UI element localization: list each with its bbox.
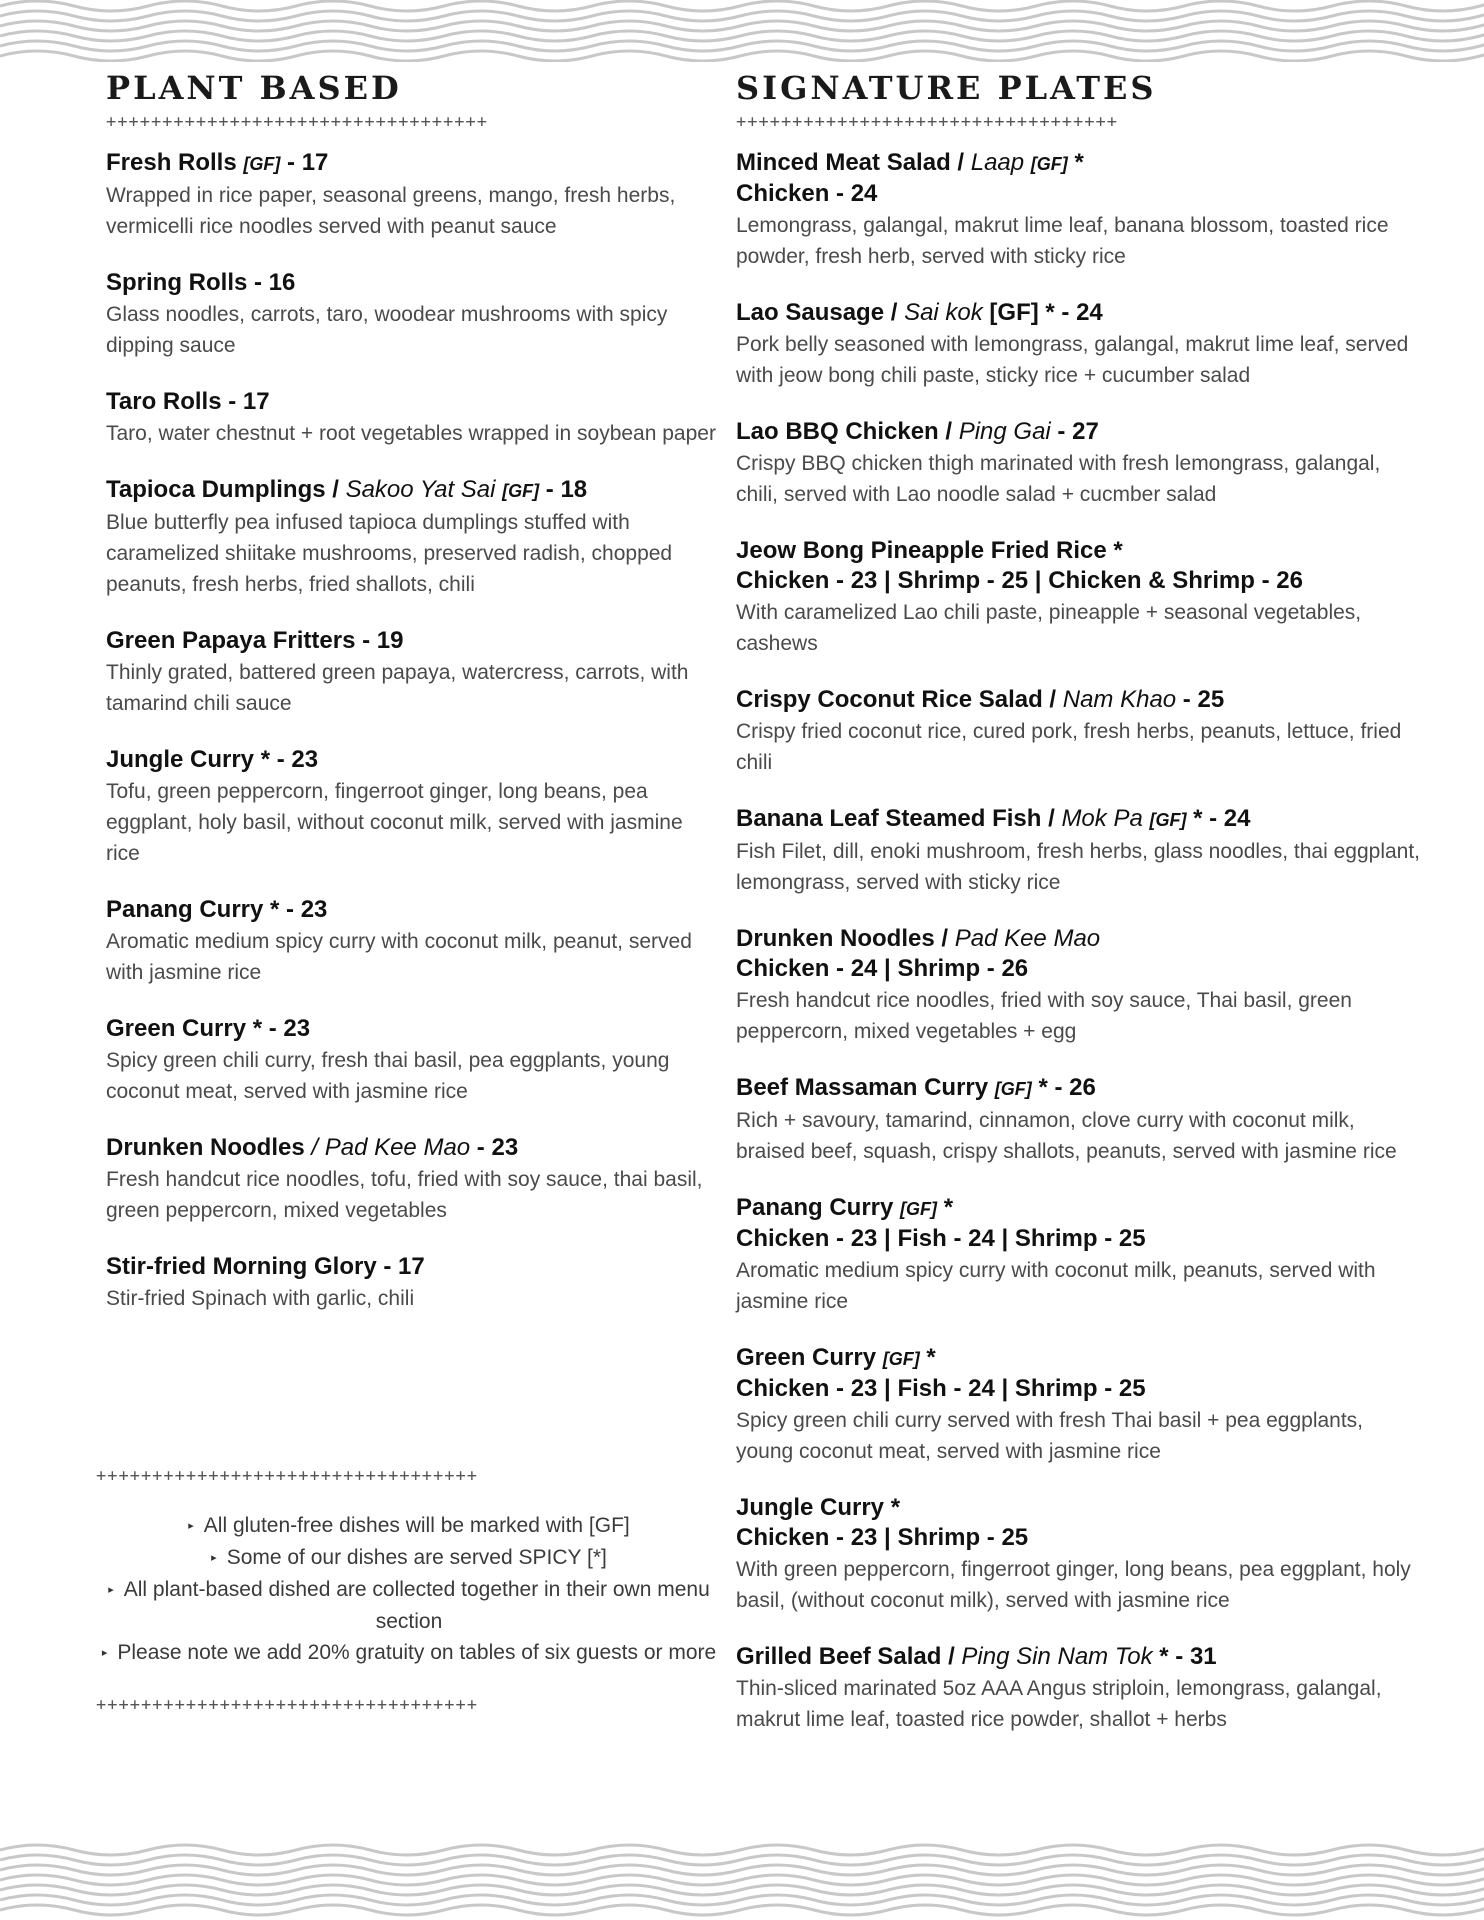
menu-item-price: * [1074, 149, 1084, 176]
menu-item-description: Tofu, green peppercorn, fingerroot ginger, long beans, pea eggplant, holy basil, without coconut milk, served with jasmine rice [106, 780, 683, 865]
menu-item-title [106, 475, 722, 506]
menu-item-price: * - 24 [1038, 299, 1103, 326]
menu-item-title [736, 417, 1426, 447]
menu-item-title [736, 298, 1426, 328]
menu-item [106, 268, 722, 361]
notes-list [96, 1510, 722, 1669]
menu-item-price: - 18 [545, 476, 588, 503]
menu-item-price: - 27 [1050, 418, 1099, 445]
menu-item [106, 148, 722, 242]
menu-item-name: Drunken Noodles [106, 1134, 305, 1161]
note-item: ▸ Please note we add 20% gratuity on tables of six guests or more [101, 1640, 717, 1664]
menu-item-name: Green Papaya Fritters - 19 [106, 627, 404, 654]
menu-item-price: - 25 [1176, 686, 1225, 713]
menu-item-name: Crispy Coconut Rice Salad / [736, 686, 1063, 713]
menu-item [106, 475, 722, 600]
menu-item-title [736, 148, 1426, 179]
menu-item-native-name: Laap [970, 149, 1025, 176]
menu-item-name: Tapioca Dumplings / [106, 476, 346, 503]
menu-item-name: Beef Massaman Curry [736, 1074, 989, 1101]
menu-item-description: Spicy green chili curry, fresh thai basil, pea eggplants, young coconut meat, served with jasmine rice [106, 1049, 670, 1103]
menu-item-native-name: Nam Khao [1062, 686, 1177, 713]
triangle-bullet-icon: ▸ [188, 1519, 194, 1532]
menu-item [106, 1133, 722, 1226]
menu-item-name: Green Curry * - 23 [106, 1015, 311, 1042]
divider-plus-line: ++++++++++++++++++++++++++++++++++ [736, 112, 1118, 132]
menu-item-name: Jungle Curry * - 23 [106, 746, 319, 773]
menu-item-name: Panang Curry * - 23 [106, 896, 328, 923]
divider-plus-line: ++++++++++++++++++++++++++++++++++ [96, 1466, 478, 1486]
menu-item-name: Banana Leaf Steamed Fish / [736, 805, 1062, 832]
menu-item-title [736, 1193, 1426, 1224]
menu-item-name: Lao Sausage / [736, 299, 905, 326]
menu-item-description: Pork belly seasoned with lemongrass, galangal, makrut lime leaf, served with jeow bong chili paste, sticky rice + cucumber salad [736, 333, 1409, 387]
menu-item-description: Rich + savoury, tamarind, cinnamon, clove curry with coconut milk, braised beef, squash, crispy shallots, peanuts, served with jasmine rice [736, 1109, 1397, 1163]
menu-item-name: Taro Rolls - 17 [106, 388, 270, 415]
menu-item-description: With green peppercorn, fingerroot ginger, long beans, pea eggplant, holy basil, (without coconut milk), served with jasmine rice [736, 1558, 1411, 1612]
notes-section [96, 1464, 722, 1717]
menu-item [736, 148, 1426, 272]
menu-item-title [106, 1252, 722, 1282]
menu-item-description: Spicy green chili curry served with fresh Thai basil + pea eggplants, young coconut meat, served with jasmine rice [736, 1409, 1364, 1463]
note-item: ▸ Some of our dishes are served SPICY [*] [211, 1545, 607, 1569]
menu-item-price: - 23 [470, 1134, 519, 1161]
menu-item-description: Stir-fried Spinach with garlic, chili [106, 1287, 415, 1310]
menu-item [106, 1014, 722, 1107]
menu-item-title [736, 804, 1426, 835]
menu-item [736, 536, 1426, 659]
gluten-free-tag: [GF] [502, 481, 540, 501]
menu-item-title [736, 685, 1426, 715]
menu-item [106, 745, 722, 869]
menu-item-description: Crispy fried coconut rice, cured pork, fresh herbs, peanuts, lettuce, fried chili [736, 720, 1402, 774]
menu-item [736, 685, 1426, 778]
menu-item-price: * - 31 [1152, 1643, 1217, 1670]
menu-item-native-name: Ping Gai [958, 418, 1051, 445]
menu-item-native-name: Pad Kee Mao [954, 925, 1101, 952]
plant-based-section [106, 66, 722, 1340]
menu-item [736, 417, 1426, 510]
menu-item [736, 804, 1426, 898]
menu-item-price: * - 24 [1193, 805, 1251, 832]
menu-item-description: Thinly grated, battered green papaya, watercress, carrots, with tamarind chili sauce [106, 661, 689, 715]
menu-item-description: Aromatic medium spicy curry with coconut milk, peanuts, served with jasmine rice [736, 1259, 1376, 1313]
menu-item-description: Fresh handcut rice noodles, tofu, fried with soy sauce, thai basil, green peppercorn, mixed vegetables [106, 1168, 703, 1222]
menu-item [736, 298, 1426, 391]
menu-item-price: - 17 [287, 149, 329, 176]
menu-item-title [106, 148, 722, 179]
menu-item-options: Chicken - 23 | Shrimp - 25 | Chicken & Shrimp - 26 [736, 567, 1303, 594]
menu-item-price: * [926, 1344, 936, 1371]
menu-item-description: Blue butterfly pea infused tapioca dumplings stuffed with caramelized shiitake mushrooms, preserved radish, chopped peanuts, fresh herbs, fried shallots, chili [106, 511, 673, 596]
menu-item-title [106, 387, 722, 417]
menu-item-description: Fresh handcut rice noodles, fried with soy sauce, Thai basil, green peppercorn, mixed vegetables + egg [736, 989, 1352, 1043]
gluten-free-tag: [GF] [1149, 810, 1187, 830]
menu-item-name: Lao BBQ Chicken / [736, 418, 959, 445]
menu-item-description: Lemongrass, galangal, makrut lime leaf, banana blossom, toasted rice powder, fresh herb, served with sticky rice [736, 214, 1389, 268]
menu-item-native-name: Ping Sin Nam Tok [961, 1643, 1153, 1670]
menu-item-description: Glass noodles, carrots, taro, woodear mushrooms with spicy dipping sauce [106, 303, 668, 357]
menu-item-name: Green Curry [736, 1344, 877, 1371]
menu-item-options: Chicken - 24 [736, 180, 878, 207]
menu-item-native-name: / Pad Kee Mao [304, 1134, 471, 1161]
menu-item-title [106, 1014, 722, 1044]
menu-item [736, 924, 1426, 1047]
menu-item-description: With caramelized Lao chili paste, pineapple + seasonal vegetables, cashews [736, 601, 1362, 655]
menu-item-title [736, 924, 1426, 954]
menu-item-name: Jeow Bong Pineapple Fried Rice * [736, 537, 1123, 564]
menu-item [736, 1073, 1426, 1167]
note-item: ▸ All plant-based dished are collected together in their own menu section [108, 1577, 710, 1633]
menu-item-name: Stir-fried Morning Glory - 17 [106, 1253, 425, 1280]
menu-item-options: Chicken - 24 | Shrimp - 26 [736, 955, 1029, 982]
plant-based-item-list [106, 148, 722, 1314]
menu-item-price: * [943, 1194, 954, 1221]
menu-item-title [736, 1642, 1426, 1672]
menu-item [106, 895, 722, 988]
wave-pattern-bottom [0, 1842, 1484, 1920]
menu-item-description: Aromatic medium spicy curry with coconut milk, peanut, served with jasmine rice [106, 930, 692, 984]
gluten-free-tag: [GF] [982, 299, 1039, 326]
menu-item-title [736, 536, 1426, 566]
menu-item-title [106, 626, 722, 656]
plant-based-heading: PLANT BASED [106, 69, 402, 107]
menu-item-options: Chicken - 23 | Fish - 24 | Shrimp - 25 [736, 1375, 1146, 1402]
menu-item [736, 1193, 1426, 1317]
menu-item-title [106, 268, 722, 298]
menu-item-title [736, 1343, 1426, 1374]
menu-item-native-name: Sakoo Yat Sai [345, 476, 496, 503]
menu-item [106, 1252, 722, 1314]
triangle-bullet-icon: ▸ [108, 1583, 114, 1596]
menu-item-title [736, 1493, 1426, 1523]
menu-item [106, 387, 722, 449]
menu-item-title [736, 1073, 1426, 1104]
divider-plus-line: ++++++++++++++++++++++++++++++++++ [96, 1694, 478, 1715]
gluten-free-tag: [GF] [243, 154, 281, 174]
menu-item-description: Crispy BBQ chicken thigh marinated with fresh lemongrass, galangal, chili, served with Lao noodle salad + cucmber salad [736, 452, 1381, 506]
gluten-free-tag: [GF] [994, 1079, 1032, 1099]
menu-item [736, 1493, 1426, 1616]
signature-plates-item-list [736, 148, 1426, 1735]
divider-plus-line: ++++++++++++++++++++++++++++++++++ [106, 112, 488, 132]
menu-item-title [106, 1133, 722, 1163]
triangle-bullet-icon: ▸ [211, 1551, 217, 1564]
menu-item-description: Thin-sliced marinated 5oz AAA Angus striploin, lemongrass, galangal, makrut lime leaf, toasted rice powder, shallot + herbs [736, 1677, 1382, 1731]
menu-item-name: Spring Rolls - 16 [106, 269, 296, 296]
menu-item-options: Chicken - 23 | Fish - 24 | Shrimp - 25 [736, 1225, 1146, 1252]
menu-item-name: Fresh Rolls [106, 149, 237, 176]
menu-item [736, 1642, 1426, 1735]
menu-item-title [106, 745, 722, 775]
menu-item [106, 626, 722, 719]
menu-item [736, 1343, 1426, 1467]
gluten-free-tag: [GF] [900, 1199, 938, 1219]
menu-item-title [106, 895, 722, 925]
menu-item-name: Minced Meat Salad / [736, 149, 971, 176]
note-item: ▸ All gluten-free dishes will be marked with [GF] [188, 1514, 630, 1537]
menu-item-name: Grilled Beef Salad / [736, 1643, 962, 1670]
menu-item-native-name: Mok Pa [1061, 805, 1143, 832]
wave-pattern-top [0, 0, 1484, 62]
menu-item-description: Fish Filet, dill, enoki mushroom, fresh herbs, glass noodles, thai eggplant, lemongrass, served with sticky rice [736, 840, 1421, 894]
signature-plates-heading: SIGNATURE PLATES [736, 69, 1157, 107]
menu-item-name: Jungle Curry * [736, 1494, 901, 1521]
signature-plates-section [736, 66, 1426, 1761]
triangle-bullet-icon: ▸ [101, 1646, 108, 1659]
menu-item-options: Chicken - 23 | Shrimp - 25 [736, 1524, 1029, 1551]
menu-item-name: Drunken Noodles / [736, 925, 955, 952]
gluten-free-tag: [GF] [1030, 154, 1068, 174]
menu-item-description: Taro, water chestnut + root vegetables wrapped in soybean paper [106, 422, 716, 445]
menu-item-description: Wrapped in rice paper, seasonal greens, mango, fresh herbs, vermicelli rice noodles served with peanut sauce [106, 184, 676, 238]
menu-item-price: * - 26 [1038, 1074, 1096, 1101]
menu-item-native-name: Sai kok [904, 299, 983, 326]
menu-item-name: Panang Curry [736, 1194, 894, 1221]
gluten-free-tag: [GF] [882, 1349, 920, 1369]
